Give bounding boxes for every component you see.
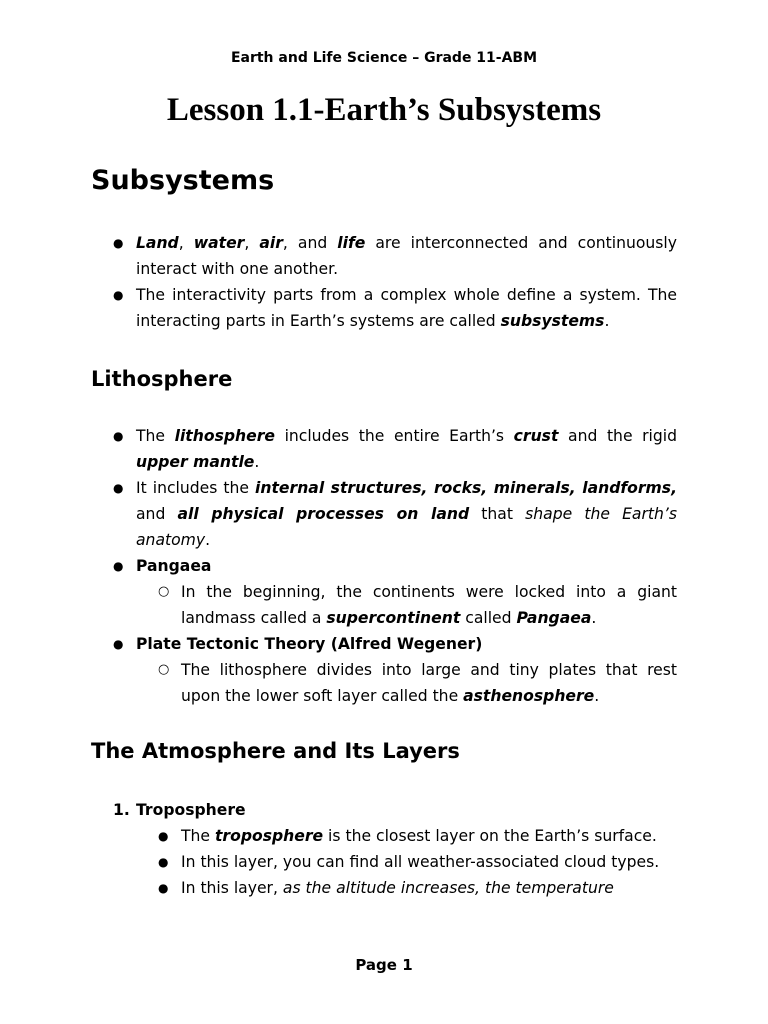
text-run: Land [136,234,179,252]
text-run: The lithosphere divides into large and tiny plates that rest upon the lower soft layer called the [181,661,677,705]
text-run: In this layer, [181,879,283,897]
list-item [113,230,677,282]
section-heading-atmosphere: The Atmosphere and Its Layers [91,739,460,763]
page-header: Earth and Life Science – Grade 11-ABM [230,50,538,66]
text-run: . [604,312,610,330]
bullet-icon: ● [113,481,124,495]
text-run: In the beginning, the continents were locked into a giant landmass called a [181,583,677,627]
sub-item-text [181,583,677,627]
text-run: and the rigid [558,427,678,445]
list-item-text [136,479,677,549]
pangaea-label: Pangaea [136,557,212,575]
text-run: life [337,234,366,252]
sub-list-item [113,875,677,901]
text-run: lithosphere [174,427,275,445]
text-run: . [591,609,597,627]
text-run: The [136,427,175,445]
atmosphere-list [113,797,677,901]
bullet-icon: ● [113,288,124,302]
text-run: called [460,609,517,627]
list-item-text [136,234,677,278]
page-number: Page 1 [355,956,413,974]
section-heading-lithosphere: Lithosphere [91,367,233,391]
text-run: all physical processes on land [177,505,470,523]
page-title: Lesson 1.1-Earth’s Subsystems [166,92,602,128]
text-run: subsystems [500,312,605,330]
text-run: , [178,234,194,252]
bullet-icon: ● [113,236,124,250]
sub-list-item [113,657,677,709]
sub-item-text [181,853,659,871]
sub-list-item [113,823,677,849]
text-run: . [594,687,600,705]
sub-list-item [113,579,677,631]
text-run: . [205,531,211,549]
list-item [113,475,677,553]
bullet-icon: ● [158,881,169,895]
text-run: supercontinent [326,609,461,627]
text-run: The interactivity parts from a complex whole define a system. The interacting parts in Earth’s systems are called [136,286,677,330]
numbered-item-troposphere [113,797,677,823]
bullet-icon: ● [158,829,169,843]
text-run: , [244,234,260,252]
text-run: Pangaea [516,609,592,627]
section-heading-subsystems: Subsystems [91,165,275,196]
text-run: upper mantle [136,453,255,471]
circle-bullet-icon: ○ [158,662,170,677]
text-run: as the altitude increases, the temperature [282,879,614,897]
text-run: . [254,453,260,471]
sub-item-text [181,661,677,705]
list-item-pangaea [113,553,677,579]
text-run: The [181,827,215,845]
text-run: internal structures, rocks, minerals, landforms, [255,479,678,497]
list-item-plate-tectonic [113,631,677,657]
list-number: 1. [113,801,130,819]
text-run: troposphere [214,827,324,845]
text-run: and [136,505,178,523]
sub-item-text [181,879,614,897]
plate-tectonic-label: Plate Tectonic Theory (Alfred Wegener) [136,635,483,653]
text-run: shape the Earth’s anatomy [136,505,677,549]
troposphere-label: Troposphere [136,801,246,819]
text-run: includes the entire Earth’s [274,427,514,445]
sub-item-text [181,827,657,845]
text-run: air [259,234,283,252]
bullet-icon: ● [113,559,124,573]
lithosphere-list [113,423,677,709]
text-run: that [469,505,526,523]
bullet-icon: ● [158,855,169,869]
text-run: asthenosphere [463,687,595,705]
bullet-icon: ● [113,637,124,651]
bullet-icon: ● [113,429,124,443]
subsystems-list [113,230,677,334]
text-run: It includes the [136,479,256,497]
sub-list-item [113,849,677,875]
text-run: , and [282,234,338,252]
text-run: are interconnected and continuously interact with one another. [136,234,677,278]
text-run: is the closest layer on the Earth’s surface. [323,827,657,845]
circle-bullet-icon: ○ [158,584,170,599]
list-item-text [136,427,677,471]
text-run: crust [513,427,559,445]
list-item [113,282,677,334]
list-item-text [136,286,677,330]
text-run: In this layer, you can find all weather-associated cloud types. [181,853,660,871]
text-run: water [193,234,245,252]
list-item [113,423,677,475]
